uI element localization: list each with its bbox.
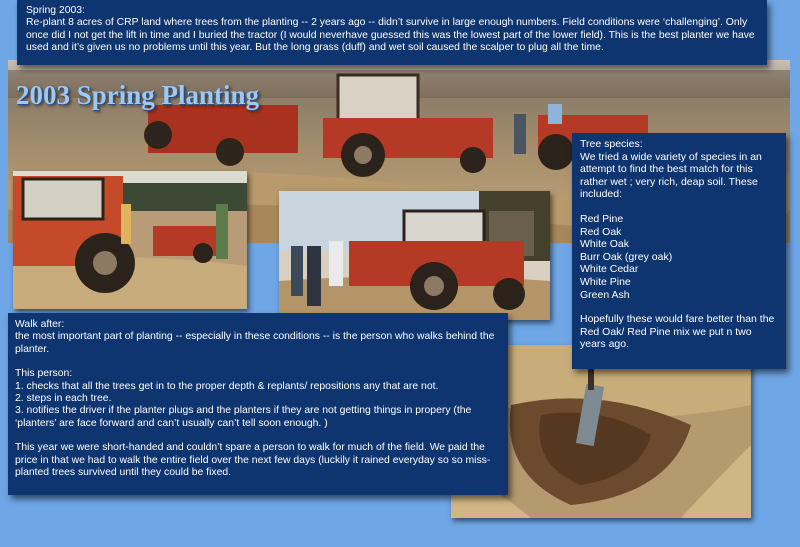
tractor-left-photo xyxy=(13,171,247,309)
species-item: White Cedar xyxy=(580,263,639,276)
species-item: White Pine xyxy=(580,275,631,288)
walk-after-intro: Walk after: the most important part of planting -- especially in these conditions -- is the person who walks behind the planter. xyxy=(15,319,495,355)
intro-textbox xyxy=(17,0,767,65)
species-textbox xyxy=(572,133,786,369)
species-heading: Tree species: xyxy=(580,138,643,150)
intro-text: Spring 2003: Re-plant 8 acres of CRP land where trees from the planting -- 2 years ago -- didn’t survive in large enough numbers. Field conditions were ‘challenging’. Only once did I not get the lift in time and I buried the tractor (I would neverhave guessed this was the lowest part of the lower field). This is the best planter we have used and it’s given us no problems until this year. But the long grass (duff) and wet soil caused the scalper to plug all the time. xyxy=(26,5,755,54)
species-item: Burr Oak (grey oak) xyxy=(580,250,673,263)
species-item: Red Pine xyxy=(580,212,624,225)
species-closing: Hopefully these would fare better than the Red Oak/ Red Pine mix we put n two years ago. xyxy=(580,313,775,351)
page-title: 2003 Spring Planting xyxy=(16,80,260,110)
walk-after-textbox xyxy=(8,313,508,495)
walk-after-lesson: This year we were short-handed and couldn’t spare a person to walk for much of the field. We paid the price in that we had to walk the entire field over the next few days (luckily it rained everyday so so miss-planted trees survived until they could be fixed. xyxy=(15,442,491,479)
species-item: White Oak xyxy=(580,238,630,251)
tractor-middle-photo xyxy=(279,191,550,320)
walk-after-duties: This person: 1. checks that all the trees get in to the proper depth & replants/ repositions any that are not. 2. steps in each tree. 3. notifies the driver if the planter plugs and the planters if they are not getting things in propery (the ‘planters’ are face forward and can’t usually can’t tell soon enough. ) xyxy=(15,368,472,429)
species-intro: We tried a wide variety of species in an attempt to find the best match for this rather wet ; very rich, deap soil. These included: xyxy=(580,150,762,201)
species-item: Red Oak xyxy=(580,225,622,238)
species-list xyxy=(580,213,778,301)
species-item: Green Ash xyxy=(580,288,630,301)
